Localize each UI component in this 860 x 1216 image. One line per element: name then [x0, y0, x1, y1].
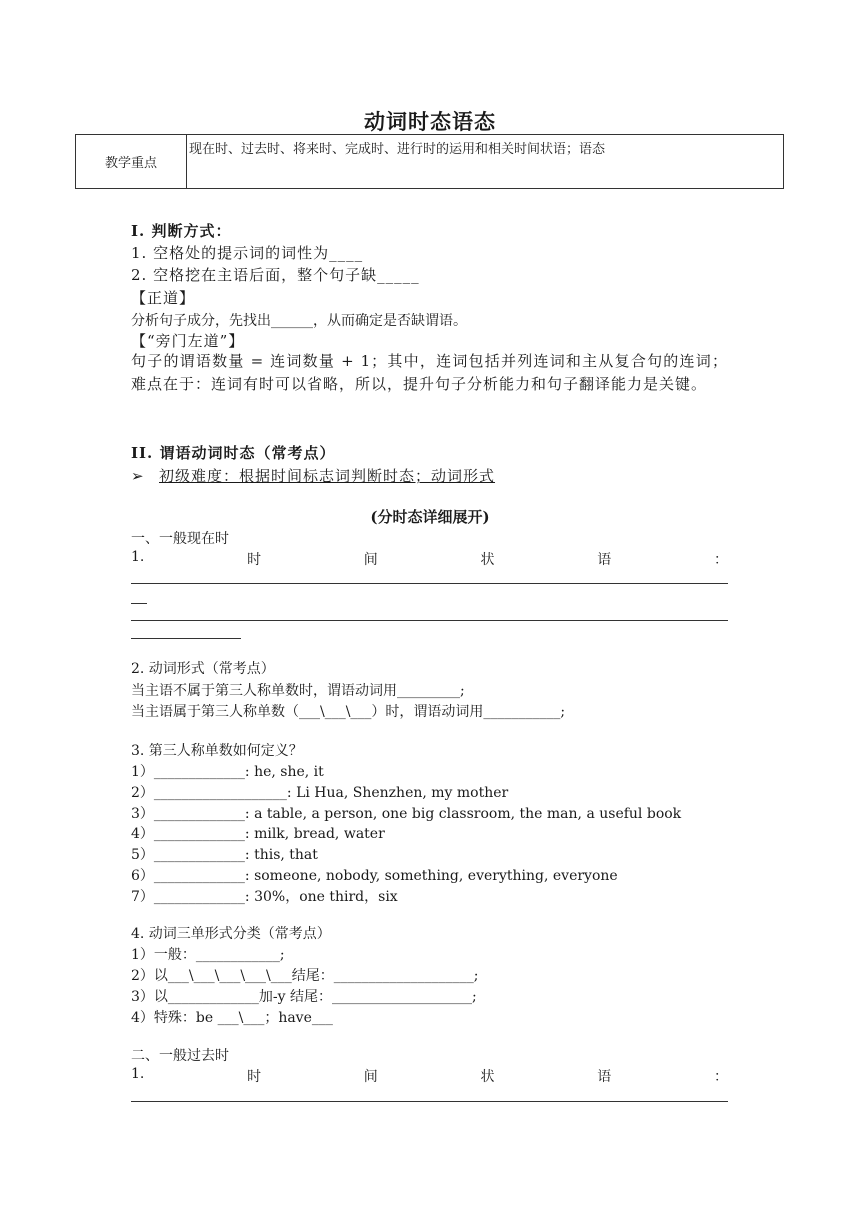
- time-word: 间: [363, 1069, 378, 1085]
- past-time-adverbial-row: [131, 1066, 728, 1086]
- third-person-heading: 3. 第三人称单数如何定义？: [131, 743, 303, 759]
- verb-form-line-2: 当主语属于第三人称单数（___\___\___）时，谓语动词用___________;: [131, 704, 566, 720]
- third-person-item: 4）_____________: milk, bread, water: [131, 826, 385, 842]
- teaching-focus-label: 教学重点: [76, 135, 187, 189]
- time-word: 状: [480, 1069, 495, 1085]
- time-word: 时: [247, 552, 262, 568]
- arrow-bullet-icon: ➢: [131, 467, 145, 485]
- past-tense-heading: 二、一般过去时: [131, 1048, 229, 1064]
- section-1-item-1: 1. 空格处的提示词的词性为____: [131, 244, 364, 262]
- teaching-focus-table: [75, 134, 784, 189]
- section-2-bullet-row: [131, 465, 495, 486]
- time-word: 状: [480, 552, 495, 568]
- teaching-focus-value: 现在时、过去时、将来时、完成时、进行时的运用和相关时间状语；语态: [187, 135, 784, 189]
- section-1-heading: I. 判断方式：: [131, 222, 232, 240]
- answer-line: [131, 638, 241, 639]
- time-word: 语: [597, 552, 612, 568]
- answer-line: [131, 1101, 728, 1102]
- time-word: 时: [247, 1069, 262, 1085]
- third-person-item: 1）_____________: he, she, it: [131, 764, 324, 780]
- zhengdao-text: 分析句子成分，先找出______，从而确定是否缺谓语。: [131, 313, 467, 329]
- pangmen-text: 句子的谓语数量 = 连词数量 + 1；其中，连词包括并列连词和主从复合句的连词；难点在于：连词有时可以省略，所以，提升句子分析能力和句子翻译能力是关键。: [131, 352, 728, 393]
- time-word: 间: [363, 552, 378, 568]
- verb-form-line-1: 当主语不属于第三人称单数时，谓语动词用_________;: [131, 683, 465, 699]
- section-2-heading: II. 谓语动词时态（常考点）: [131, 444, 336, 462]
- third-form-item: 2）以___\___\___\___\___结尾：____________________;: [131, 968, 479, 984]
- present-tense-heading: 一、一般现在时: [131, 531, 229, 547]
- zhengdao-heading: 【正道】: [131, 289, 196, 307]
- section-1-item-2: 2. 空格挖在主语后面，整个句子缺_____: [131, 266, 420, 284]
- verb-form-heading: 2. 动词形式（常考点）: [131, 661, 275, 677]
- third-form-item: 4）特殊：be ___\___；have___: [131, 1010, 333, 1026]
- answer-line: [131, 583, 728, 584]
- third-person-item: 5）_____________: this, that: [131, 847, 318, 863]
- third-person-item: 7）_____________: 30%，one third，six: [131, 889, 398, 905]
- third-person-item: 6）_____________: someone, nobody, something, everything, everyone: [131, 868, 618, 884]
- third-form-heading: 4. 动词三单形式分类（常考点）: [131, 926, 331, 942]
- answer-line: [131, 603, 147, 604]
- pangmen-heading: 【“旁门左道”】: [131, 332, 245, 350]
- time-word: 1.: [131, 1066, 145, 1082]
- third-form-item: 3）以_____________加-y 结尾：____________________;: [131, 989, 477, 1005]
- page-title: 动词时态语态: [364, 109, 496, 134]
- present-time-adverbial-row: [131, 549, 728, 569]
- time-word: ：: [713, 1069, 728, 1085]
- section-2-subtitle: (分时态详细展开): [370, 508, 490, 526]
- third-form-item: 1）一般：____________;: [131, 947, 285, 963]
- answer-line: [131, 620, 728, 621]
- time-word: 语: [597, 1069, 612, 1085]
- third-person-item: 2）___________________: Li Hua, Shenzhen, my mother: [131, 785, 509, 801]
- third-person-item: 3）_____________: a table, a person, one big classroom, the man, a useful book: [131, 806, 682, 822]
- time-word: 1.: [131, 549, 145, 565]
- time-word: ：: [713, 552, 728, 568]
- section-2-bullet-text: 初级难度：根据时间标志词判断时态；动词形式: [159, 467, 496, 485]
